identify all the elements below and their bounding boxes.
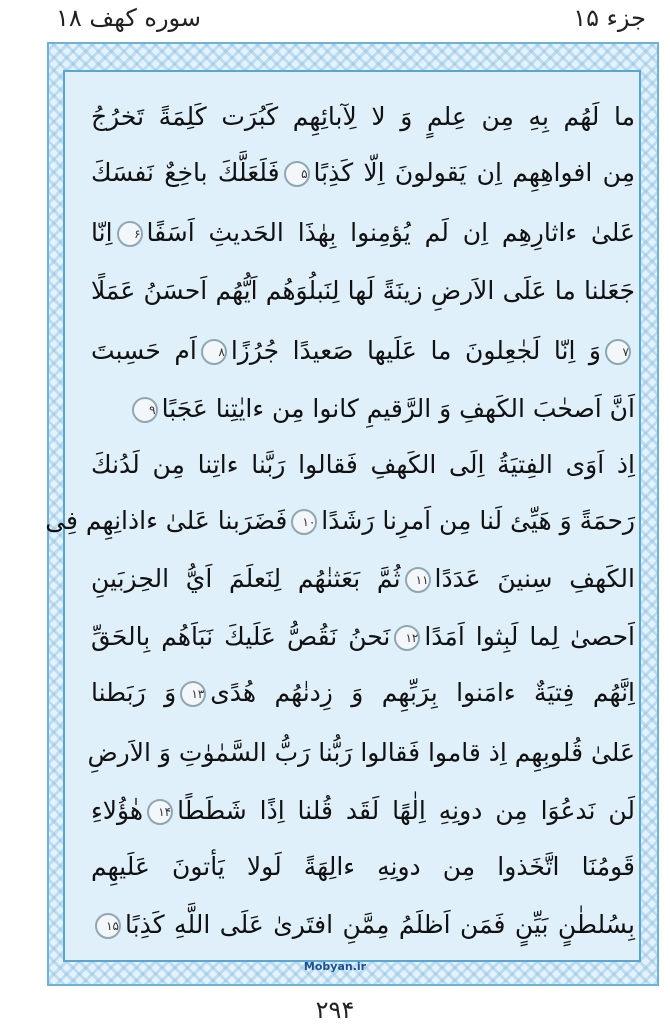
text-line-15: بِسُلطٰنٍ بَيِّنٍ فَمَن اَظلَمُ مِمَّنِ افتَرىٰ عَلَى اللَّهِ كَذِبًا۱۵ <box>91 900 635 950</box>
ayah-marker: ۵ <box>284 161 310 187</box>
ayah-marker: ۷ <box>605 339 631 365</box>
text-line-13: لَن نَدعُوَا مِن دونِهِ اِلٰهًا لَقَد قُلنا اِذًا شَطَطًا۱۴هٰؤُلاءِ <box>91 796 635 825</box>
ayah-marker: ۹ <box>132 397 158 423</box>
text-line-5: ۷وَ اِنّا لَجٰعِلونَ ما عَلَيها صَعيدًا جُرُزًا۸اَم حَسِبتَ <box>91 336 629 365</box>
ayah-marker: ۱۴ <box>147 799 173 825</box>
text-line-1: ما لَهُم بِهِ مِن عِلمٍ وَ لا لِآبائِهِم كَبُرَت كَلِمَةً تَخرُجُ <box>91 102 635 131</box>
ayah-marker: ۶ <box>117 221 143 247</box>
watermark: Mobyan.ir <box>303 960 367 973</box>
ayah-marker: ۱۱ <box>405 567 431 593</box>
ayah-marker: ۸ <box>201 339 227 365</box>
ayah-marker: ۱۳ <box>180 681 206 707</box>
ayah-marker: ۱۰ <box>291 509 317 535</box>
text-line-14: قَومُنَا اتَّخَذوا مِن دونِهِ ءالِهَةً لَولا يَأتونَ عَلَيهِم <box>91 852 635 881</box>
ayah-marker: ۱۲ <box>394 625 420 651</box>
text-line-4: جَعَلنا ما عَلَى الاَرضِ زينَةً لَها لِنَبلُوَهُم اَيُّهُم اَحسَنُ عَمَلًا <box>91 276 635 305</box>
text-line-6: اَنَّ اَصحٰبَ الكَهفِ وَ الرَّقيمِ كانوا مِن ءايٰتِنا عَجَبًا۹ <box>91 384 635 434</box>
text-line-3: عَلىٰ ءاثارِهِم اِن لَم يُؤمِنوا بِهٰذَا الحَديثِ اَسَفًا۶اِنّا <box>91 218 635 247</box>
page-number: ۲۹۴ <box>315 996 355 1024</box>
text-line-12: عَلىٰ قُلوبِهِم اِذ قاموا فَقالوا رَبُّنا رَبُّ السَّمٰوٰتِ وَ الاَرضِ <box>87 738 635 767</box>
text-line-7: اِذ اَوَى الفِتيَةُ اِلَى الكَهفِ فَقالوا رَبَّنا ءاتِنا مِن لَدُنكَ <box>91 450 635 479</box>
surah-label: سوره کهف ۱۸ <box>56 4 202 32</box>
text-line-8: رَحمَةً وَ هَيِّئ لَنا مِن اَمرِنا رَشَدًا۱۰فَضَرَبنا عَلىٰ ءاذانِهِم فِى <box>45 506 635 535</box>
text-line-2: مِن افواهِهِم اِن يَقولونَ اِلّا كَذِبًا۵فَلَعَلَّكَ باخِعٌ نَفسَكَ <box>91 158 636 187</box>
juz-label: جزء ۱۵ <box>573 4 646 32</box>
text-line-9: الكَهفِ سِنينَ عَدَدًا۱۱ثُمَّ بَعَثنٰهُم لِنَعلَمَ اَيُّ الحِزبَينِ <box>91 564 635 593</box>
text-line-11: اِنَّهُم فِتيَةٌ ءامَنوا بِرَبِّهِم وَ زِدنٰهُم هُدًى۱۳وَ رَبَطنا <box>91 678 635 707</box>
ayah-marker: ۱۵ <box>95 913 121 939</box>
text-line-10: اَحصىٰ لِما لَبِثوا اَمَدًا۱۲نَحنُ نَقُصُّ عَلَيكَ نَبَاَهُم بِالحَقِّ <box>91 622 635 651</box>
